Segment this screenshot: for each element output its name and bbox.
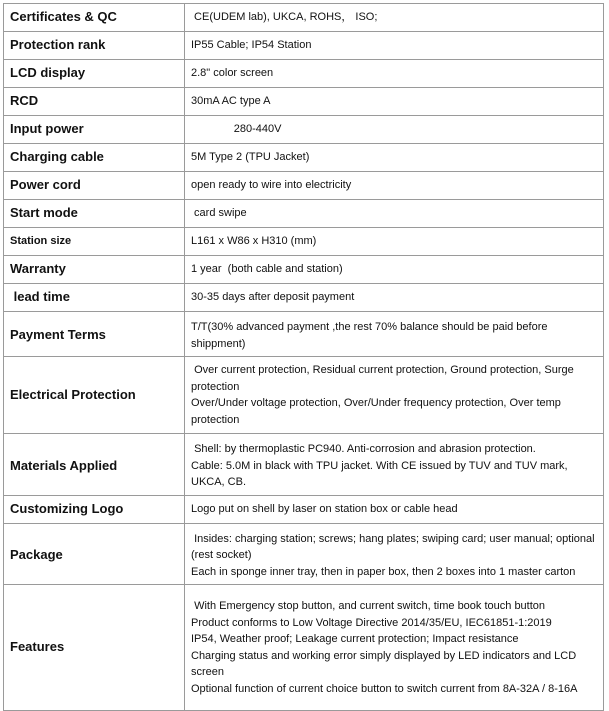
table-row <box>4 88 604 116</box>
value-line: Shell: by thermoplastic PC940. Anti-corrosion and abrasion protection. <box>191 443 536 455</box>
table-row <box>4 200 604 228</box>
value-line: Insides: charging station; screws; hang plates; swiping card; user manual; optional (rest socket) <box>191 532 598 561</box>
row-value <box>185 523 604 585</box>
table-row <box>4 523 604 585</box>
row-label: Input power <box>4 116 185 144</box>
row-label <box>4 434 185 496</box>
value-line: open ready to wire into electricity <box>191 179 352 192</box>
row-value <box>185 60 604 88</box>
row-value <box>185 144 604 172</box>
value-line: Over current protection, Residual current protection, Ground protection, Surge protection <box>191 364 577 393</box>
row-label: Features <box>4 585 185 711</box>
table-row <box>4 585 604 711</box>
table-row <box>4 228 604 256</box>
value-line: 280-440V <box>191 123 282 136</box>
row-label <box>4 312 185 357</box>
value-line: Over/Under voltage protection, Over/Under frequency protection, Over temp protection <box>191 397 561 426</box>
value-line: IP55 Cable; IP54 Station <box>191 39 312 52</box>
value-line: Optional function of current choice button to switch current from 8A-32A / 8-16A <box>191 682 578 695</box>
label-text: Package <box>10 547 63 562</box>
row-label: Start mode <box>4 200 185 228</box>
table-row <box>4 4 604 32</box>
row-value <box>185 4 604 32</box>
value-line: Each in sponge inner tray, then in paper box, then 2 boxes into 1 master carton <box>191 565 576 578</box>
row-label <box>4 523 185 585</box>
row-label: lead time <box>4 284 185 312</box>
table-row <box>4 357 604 434</box>
row-value <box>185 116 604 144</box>
value-line: Product conforms to Low Voltage Directive 2014/35/EU, IEC61851-1:2019 <box>191 616 552 629</box>
row-label: Warranty <box>4 256 185 284</box>
row-label: Charging cable <box>4 144 185 172</box>
row-label: LCD display <box>4 60 185 88</box>
value-line: IP54, Weather proof; Leakage current protection; Impact resistance <box>191 633 519 645</box>
row-value <box>185 88 604 116</box>
value-line: 5M Type 2 (TPU Jacket) <box>191 151 310 164</box>
row-value <box>185 32 604 60</box>
value-line: Charging status and working error simply displayed by LED indicators and LCD screen <box>191 649 577 678</box>
spec-table <box>3 3 604 711</box>
value-line: Logo put on shell by laser on station box or cable head <box>191 502 458 515</box>
label-text: Payment Terms <box>10 327 106 343</box>
value-line: 1 year (both cable and station) <box>191 263 343 276</box>
value-line: With Emergency stop button, and current switch, time book touch button <box>191 600 546 612</box>
row-label: RCD <box>4 88 185 116</box>
row-value <box>185 228 604 256</box>
row-value <box>185 312 604 357</box>
row-value <box>185 172 604 200</box>
table-row <box>4 32 604 60</box>
row-value <box>185 434 604 496</box>
row-value <box>185 256 604 284</box>
value-line: Cable: 5.0M in black with TPU jacket. With CE issued by TUV and TUV mark, UKCA, CB. <box>191 459 568 488</box>
value-line: CE(UDEM lab), UKCA, ROHS， ISO; <box>191 11 378 24</box>
table-row <box>4 434 604 496</box>
row-value <box>185 200 604 228</box>
table-row <box>4 284 604 312</box>
table-row <box>4 312 604 357</box>
row-label: Power cord <box>4 172 185 200</box>
row-label: Station size <box>4 228 185 256</box>
row-value <box>185 495 604 523</box>
table-row <box>4 256 604 284</box>
value-line: 30mA AC type A <box>191 95 271 108</box>
row-label: Protection rank <box>4 32 185 60</box>
value-line: L161 x W86 x H310 (mm) <box>191 235 317 248</box>
label-text: Materials Applied <box>10 457 118 473</box>
table-row <box>4 144 604 172</box>
table-row <box>4 172 604 200</box>
row-label: Certificates & QC <box>4 4 185 32</box>
table-row <box>4 116 604 144</box>
row-label: Customizing Logo <box>4 495 185 523</box>
value-line: 30-35 days after deposit payment <box>191 291 355 304</box>
value-line: card swipe <box>191 207 247 220</box>
row-value <box>185 284 604 312</box>
value-line: 2.8" color screen <box>191 67 274 80</box>
table-row <box>4 60 604 88</box>
row-value <box>185 357 604 434</box>
value-line: T/T(30% advanced payment ,the rest 70% balance should be paid before shippment) <box>191 321 548 350</box>
table-row <box>4 495 604 523</box>
row-value <box>185 585 604 711</box>
row-label: Electrical Protection <box>4 357 185 434</box>
